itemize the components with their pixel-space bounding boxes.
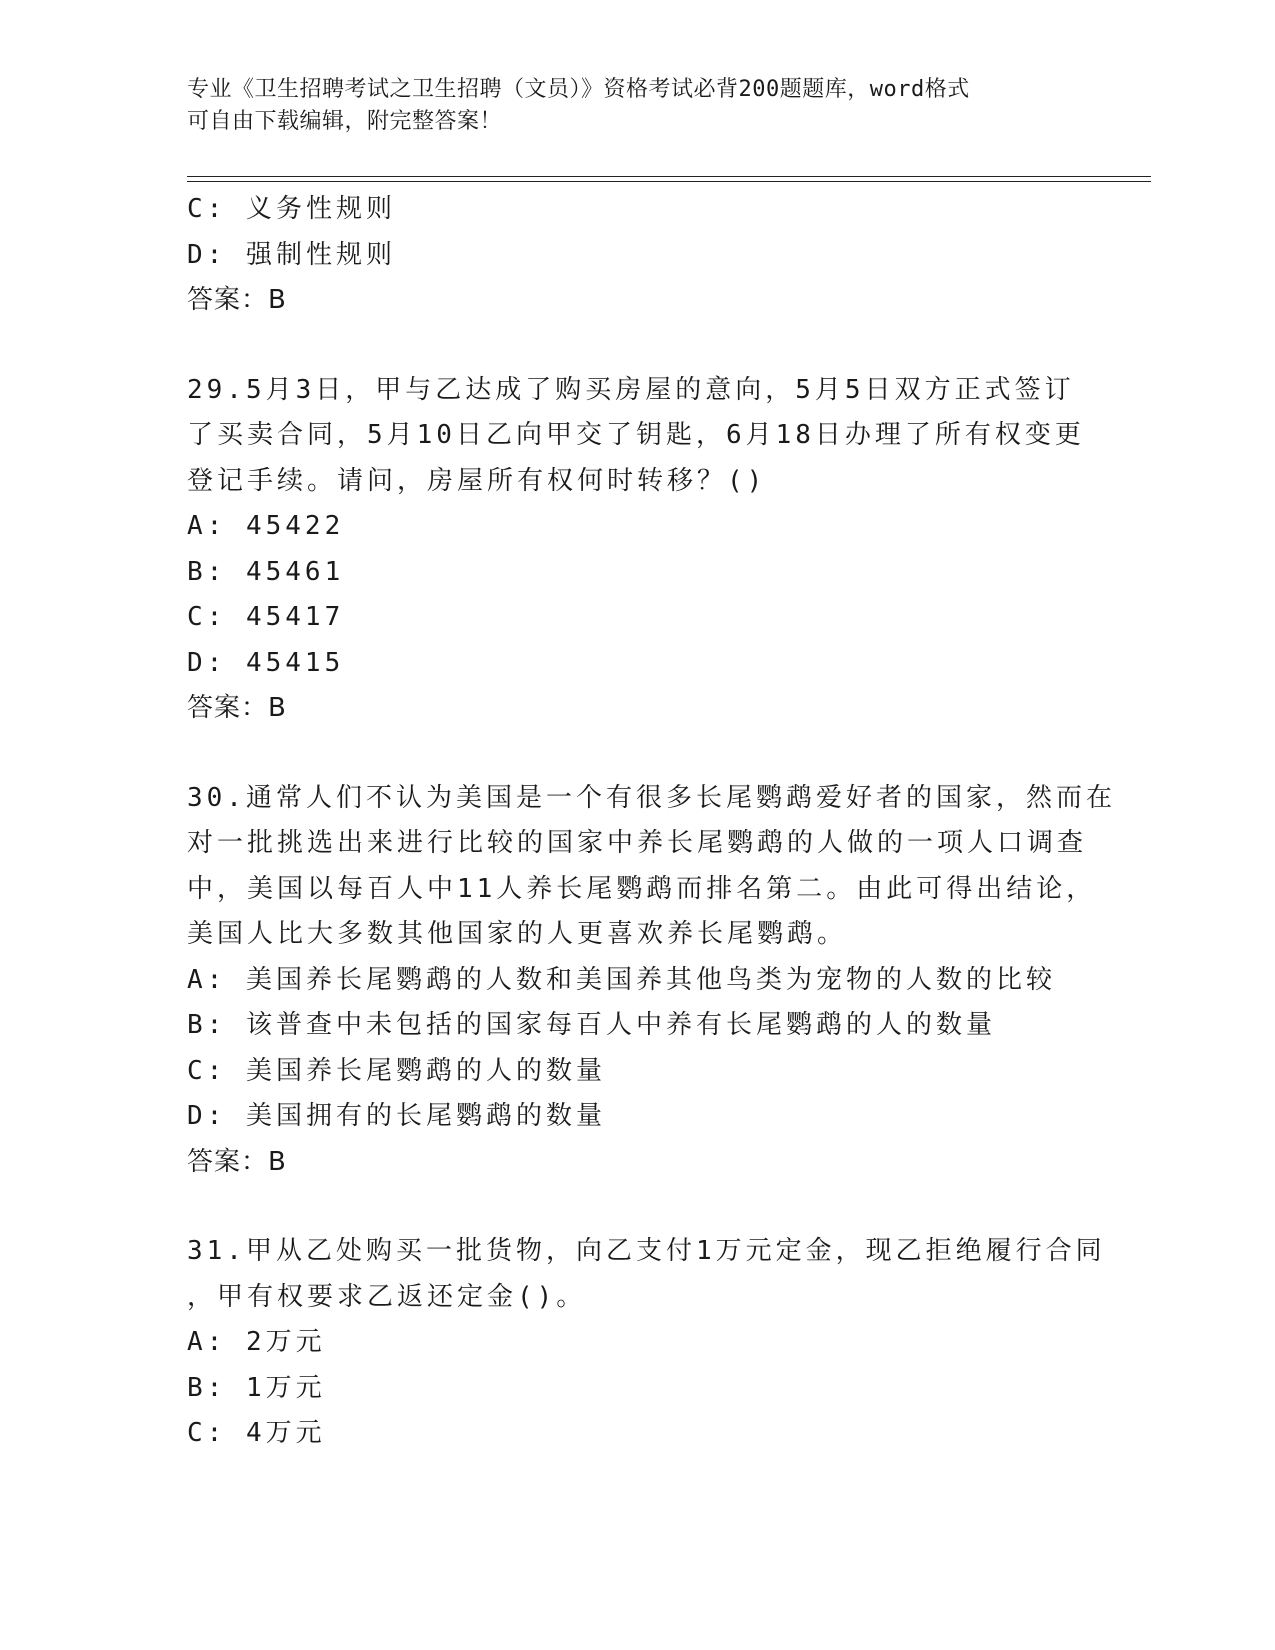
q31-stem-line-2: ，甲有权要求乙返还定金()。 [187,1281,587,1312]
q29-stem-line-1: 29.5月3日，甲与乙达成了购买房屋的意向，5月5日双方正式签订 [187,374,1075,405]
q30-stem-line-1: 30.通常人们不认为美国是一个有很多长尾鹦鹉爱好者的国家，然而在 [187,782,1116,813]
q28-option-d: D: 强制性规则 [187,239,396,270]
q29-stem-line-2: 了买卖合同，5月10日乙向甲交了钥匙，6月18日办理了所有权变更 [187,420,1085,450]
question-29 [187,368,1087,732]
q30-option-b: B: 该普查中未包括的国家每百人中养有长尾鹦鹉的人的数量 [187,1010,996,1040]
spacer [187,1185,1087,1229]
q30-stem-line-2: 对一批挑选出来进行比较的国家中养长尾鹦鹉的人做的一项人口调查 [187,828,1088,858]
q30-answer: 答案：B [187,1146,287,1177]
q30-stem-line-4: 美国人比大多数其他国家的人更喜欢养长尾鹦鹉。 [187,919,848,949]
q30-option-d: D: 美国拥有的长尾鹦鹉的数量 [187,1101,606,1131]
q30-option-c: C: 美国养长尾鹦鹉的人的数量 [187,1055,606,1086]
question-list [187,187,1116,1457]
header-rule-top [187,176,1151,177]
q29-option-a: A: 45422 [187,511,345,541]
q29-answer: 答案：B [187,693,287,723]
header-rule-bottom [187,181,1151,182]
q29-option-c: C: 45417 [187,602,345,632]
q29-option-d: D: 45415 [187,647,345,678]
q28-answer: 答案：B [187,285,287,315]
question-31 [187,1229,1106,1457]
q29-option-b: B: 45461 [187,556,345,587]
spacer [187,324,1087,368]
q28-option-c: C: 义务性规则 [187,194,396,224]
spacer [187,732,1087,776]
header-line-1: 专业《卫生招聘考试之卫生招聘（文员）》资格考试必背200题题库，word格式 [187,77,970,102]
q30-stem-line-3: 中，美国以每百人中11人养长尾鹦鹉而排名第二。由此可得出结论， [187,873,1097,904]
question-28-tail [187,187,1087,324]
q31-option-a: A: 2万元 [187,1327,326,1357]
question-30 [187,776,1116,1186]
q31-option-c: C: 4万元 [187,1418,326,1448]
document-header [187,74,1067,138]
q31-option-b: B: 1万元 [187,1372,326,1403]
q29-stem-line-3: 登记手续。请问，房屋所有权何时转移？() [187,465,767,496]
header-line-2: 可自由下载编辑，附完整答案！ [187,109,503,134]
q30-option-a: A: 美国养长尾鹦鹉的人数和美国养其他鸟类为宠物的人数的比较 [187,964,1056,995]
q31-stem-line-1: 31.甲从乙处购买一批货物，向乙支付1万元定金，现乙拒绝履行合同 [187,1236,1106,1266]
